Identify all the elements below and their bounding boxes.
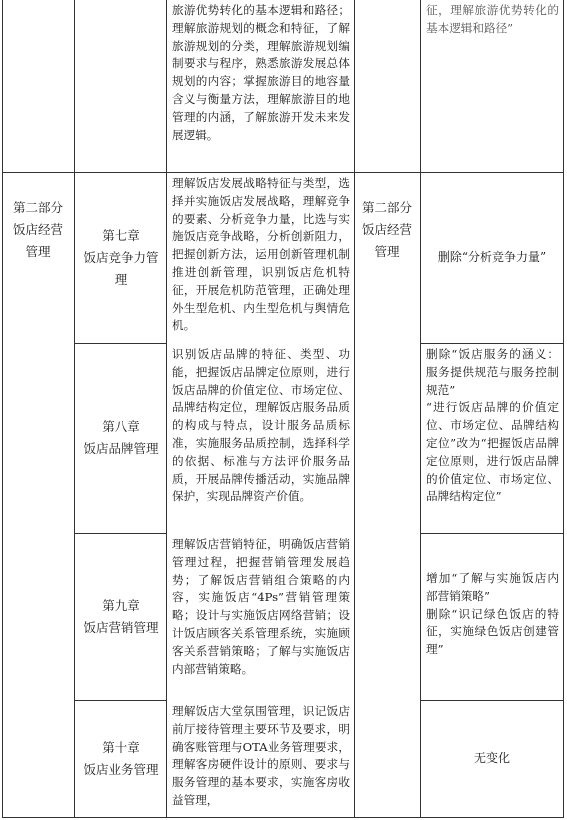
row-2-chapter: 第八章 饭店品牌管理 bbox=[83, 419, 159, 456]
row-1-content: 理解饭店发展战略特征与类型，选择并实施饭店发展战略，理解竞争的要素、分析竞争力量，比选与实施饭店竞争战略，分析创新阻力，把握创新方法，运用创新管理机制推进创新管理，识别饭店危机特征，开展危机防范管理，正确处理外生型危机、内生型危机与舆情危机。 bbox=[172, 176, 350, 333]
curriculum-table bbox=[2, 0, 564, 818]
part-label: 第二部分 饭店经营 管理 bbox=[12, 200, 63, 259]
row-4-change: 无变化 bbox=[473, 751, 510, 766]
row-1-chapter: 第七章 饭店竞争力管 理 bbox=[83, 228, 159, 287]
row-4-chapter: 第十章 饭店业务管理 bbox=[83, 740, 159, 777]
row-2-change: 删除“饭店服务的涵义：服务提供规范与服务控制规范” “进行饭店品牌的价值定位、市场定位、品牌结构定位”改为“把握饭店品牌定位原则，进行饭店品牌的价值定位、市场定位、品牌结构定位” bbox=[426, 347, 559, 504]
row-2-content: 识别饭店品牌的特征、类型、功能，把握饭店品牌定位原则，进行饭店品牌的价值定位、市场定位、品牌结构定位，理解饭店服务品质的构成与特点，设计服务品质标准，实施服务品质控制，选择科学的依据、标准与方法评价服务品质，开展品牌传播活动，实施品牌保护，实现品牌资产价值。 bbox=[172, 347, 350, 504]
row-3-chapter: 第九章 饭店营销管理 bbox=[83, 598, 159, 635]
row-3-content: 理解饭店营销特征，明确饭店营销管理过程，把握营销管理发展趋势；了解饭店营销组合策略的内容，实施饭店“4Ps”营销管理策略；设计与实施饭店网络营销；设计饭店顾客关系管理系统，实施顾客关系营销策略；了解与实施饭店内部营销策略。 bbox=[172, 537, 350, 676]
row-1-change: 删除“分析竞争力量” bbox=[437, 250, 547, 265]
new-part-label: 第二部分 饭店经营 管理 bbox=[361, 200, 412, 259]
row-3-change: 增加“了解与实施饭店内部营销策略” 删除“识记绿色饭店的特征，实施绿色饭店创建管理” bbox=[426, 571, 559, 657]
row-0-content: 旅游优势转化的基本逻辑和路径；理解旅游规划的概念和特征，了解旅游规划的分类，理解旅游规划编制要求与程序，熟悉旅游发展总体规划的内容；掌握旅游目的地容量含义与衡量方法，理解旅游目的地管理的内涵，了解旅游开发未来发展逻辑。 bbox=[172, 3, 350, 142]
row-0-change: 征，理解旅游优势转化的基本逻辑和路径” bbox=[426, 3, 559, 35]
row-4-content: 理解饭店大堂氛围管理，识记饭店前厅接待管理主要环节及要求，明确客账管理与OTA业务管理要求，理解客房硬件设计的原则、要求与服务管理的基本要求，实施客房收益管理， bbox=[172, 704, 350, 807]
